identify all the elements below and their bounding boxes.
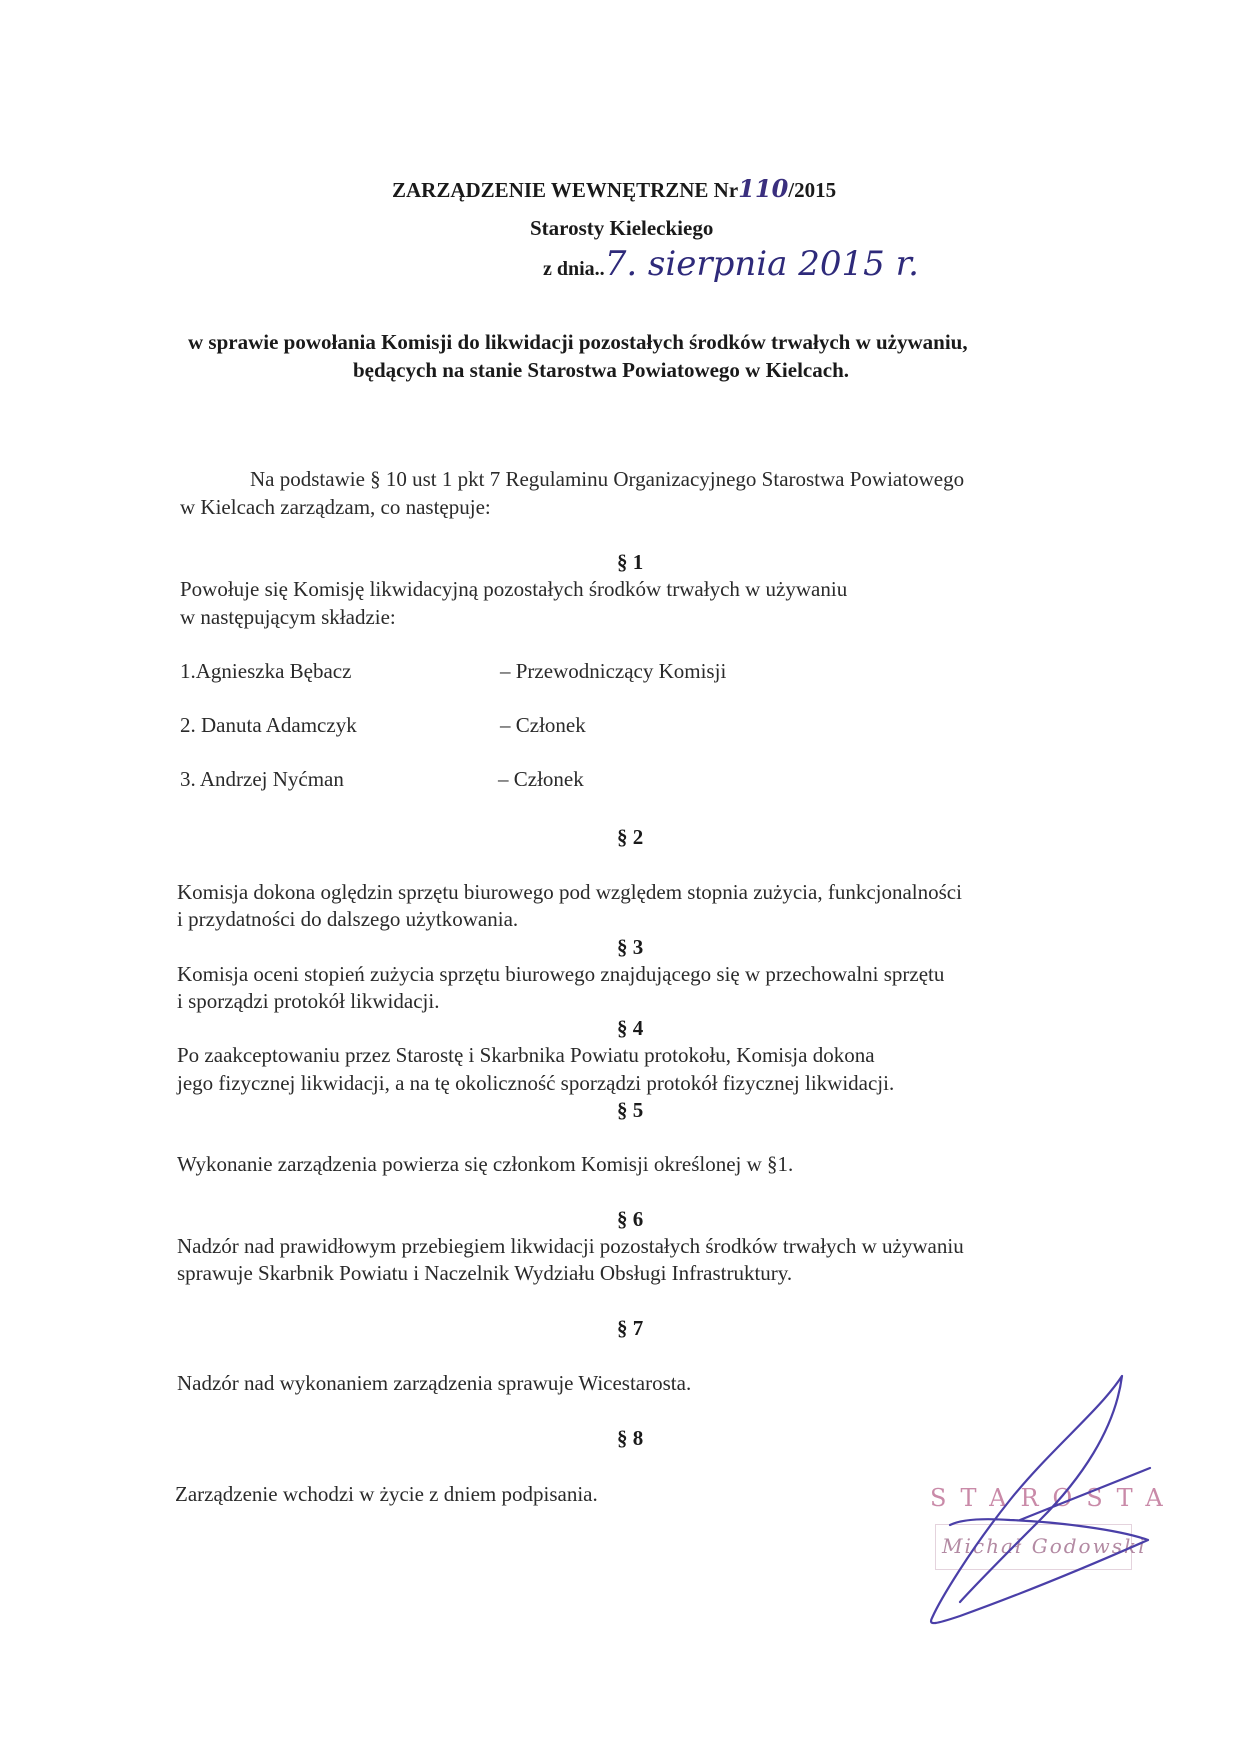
issue-date xyxy=(543,244,919,284)
subject-line-1: w sprawie powołania Komisji do likwidacji pozostałych środków trwałych w używaniu, xyxy=(188,330,968,354)
section-6-line-2: sprawuje Skarbnik Powiatu i Naczelnik Wydziału Obsługi Infrastruktury. xyxy=(177,1261,793,1285)
member-3-name: 3. Andrzej Nyćman xyxy=(180,767,344,791)
section-6-heading: § 6 xyxy=(617,1207,644,1231)
title-suffix: /2015 xyxy=(788,178,837,202)
issuer: Starosty Kieleckiego xyxy=(530,216,714,240)
date-prefix: z dnia.. xyxy=(543,258,605,280)
member-3-role: – Członek xyxy=(498,767,584,791)
member-2-role: – Członek xyxy=(500,713,586,737)
section-4-line-2: jego fizycznej likwidacji, a na tę okoliczność sporządzi protokół fizycznej likwidacji. xyxy=(177,1071,895,1095)
section-6-line-1: Nadzór nad prawidłowym przebiegiem likwidacji pozostałych środków trwałych w używaniu xyxy=(177,1234,964,1258)
section-3-line-1: Komisja oceni stopień zużycia sprzętu biurowego znajdującego się w przechowalni sprzętu xyxy=(177,962,945,986)
official-stamp-title: STAROSTA xyxy=(930,1484,1177,1512)
section-8-line-1: Zarządzenie wchodzi w życie z dniem podpisania. xyxy=(175,1482,598,1506)
section-2-line-1: Komisja dokona oględzin sprzętu biurowego pod względem stopnia zużycia, funkcjonalności xyxy=(177,880,962,904)
section-4-heading: § 4 xyxy=(617,1016,644,1040)
section-7-line-1: Nadzór nad wykonaniem zarządzenia sprawuje Wicestarosta. xyxy=(177,1371,692,1395)
member-1-role: – Przewodniczący Komisji xyxy=(500,659,727,683)
member-1-name: 1.Agnieszka Bębacz xyxy=(180,659,352,683)
document-title xyxy=(392,174,836,203)
section-5-line-1: Wykonanie zarządzenia powierza się członkom Komisji określonej w §1. xyxy=(177,1152,794,1176)
section-2-heading: § 2 xyxy=(617,825,644,849)
section-8-heading: § 8 xyxy=(617,1426,644,1450)
title-prefix: ZARZĄDZENIE WEWNĘTRZNE Nr xyxy=(392,178,739,202)
handwritten-date: 7. sierpnia 2015 r. xyxy=(604,244,919,284)
section-2-line-2: i przydatności do dalszego użytkowania. xyxy=(177,907,519,931)
section-1-line-2: w następującym składzie: xyxy=(180,605,396,629)
preamble-line-2: w Kielcach zarządzam, co następuje: xyxy=(180,495,491,519)
member-2-name: 2. Danuta Adamczyk xyxy=(180,713,357,737)
section-5-heading: § 5 xyxy=(617,1098,644,1122)
section-1-line-1: Powołuje się Komisję likwidacyjną pozostałych środków trwałych w używaniu xyxy=(180,577,848,601)
subject-line-2: będących na stanie Starostwa Powiatowego w Kielcach. xyxy=(353,358,849,382)
section-1-heading: § 1 xyxy=(617,550,644,574)
preamble-line-1: Na podstawie § 10 ust 1 pkt 7 Regulaminu Organizacyjnego Starostwa Powiatowego xyxy=(250,467,965,491)
section-7-heading: § 7 xyxy=(617,1316,644,1340)
section-3-line-2: i sporządzi protokół likwidacji. xyxy=(177,989,440,1013)
handwritten-number: 110 xyxy=(738,174,789,203)
section-4-line-1: Po zaakceptowaniu przez Starostę i Skarbnika Powiatu protokołu, Komisja dokona xyxy=(177,1043,875,1067)
section-3-heading: § 3 xyxy=(617,935,644,959)
handwritten-signature xyxy=(900,1370,1160,1630)
official-stamp-name: Michał Godowski xyxy=(942,1534,1147,1558)
